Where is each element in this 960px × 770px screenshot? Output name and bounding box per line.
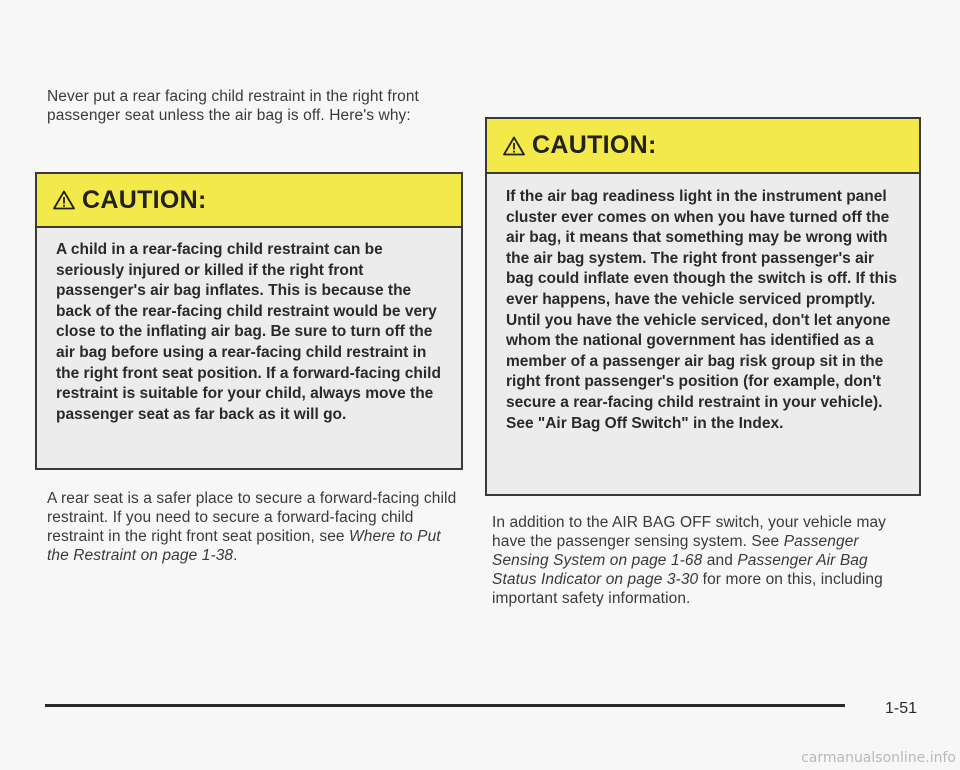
watermark[interactable]: carmanualsonline.info — [801, 750, 956, 766]
caution-box-left — [35, 172, 463, 470]
forward-facing-paragraph — [47, 489, 465, 565]
caution-body-left: A child in a rear-facing child restraint can be seriously injured or killed if the right front passenger's air bag inflates. This is because the back of the rear-facing child restraint would be very close to the inflating air bag. Be sure to turn off the air bag before using a rear-facing child restraint in the right front seat position. If a forward-facing child restraint is suitable for your child, always move the passenger seat as far back as it will go. — [56, 241, 441, 423]
caution-body-right: If the air bag readiness light in the instrument panel cluster ever comes on when you have turned off the air bag, it means that something may be wrong with the air bag system. The right front passenger's air bag could inflate even though the switch is off. If this ever happens, have the vehicle serviced promptly. Until you have the vehicle serviced, don't let anyone whom the national government has identified as a member of a passenger air bag risk group sit in the right front passenger's position (for example, don't secure a rear-facing child restraint in your vehicle). See "Air Bag Off Switch" in the Index. — [506, 188, 897, 432]
intro-paragraph — [47, 87, 457, 125]
warning-triangle-icon — [503, 136, 525, 156]
caution-title-left: CAUTION: — [82, 185, 207, 214]
passenger-sensing-paragraph — [492, 513, 912, 608]
forward-facing-text: A rear seat is a safer place to secure a forward-facing child restraint. If you need to secure a forward-facing child restraint in the right front seat position, see — [47, 490, 457, 545]
sensing-text-1: In addition to the AIR BAG OFF switch, your vehicle may have the passenger sensing system. See — [492, 514, 887, 550]
caution-box-right — [485, 117, 921, 496]
caution-title-right: CAUTION: — [532, 131, 657, 159]
forward-facing-end: . — [233, 547, 238, 564]
page-number: 1-51 — [885, 700, 918, 717]
sensing-text-3: for more on this, including important safety information. — [492, 571, 883, 607]
status-indicator-reference[interactable]: Passenger Air Bag Status Indicator on page 3-30 — [492, 552, 868, 588]
sensing-text-2: and — [702, 552, 738, 569]
warning-triangle-icon — [53, 190, 75, 210]
caution-header-right — [487, 119, 919, 174]
footer-rule — [45, 704, 845, 707]
intro-text: Never put a rear facing child restraint in the right front passenger seat unless the air bag is off. Here's why: — [47, 88, 419, 124]
passenger-sensing-reference[interactable]: Passenger Sensing System on page 1-68 — [492, 533, 859, 569]
caution-header-left — [37, 174, 461, 228]
restraint-location-reference[interactable]: Where to Put the Restraint on page 1-38 — [47, 528, 441, 564]
